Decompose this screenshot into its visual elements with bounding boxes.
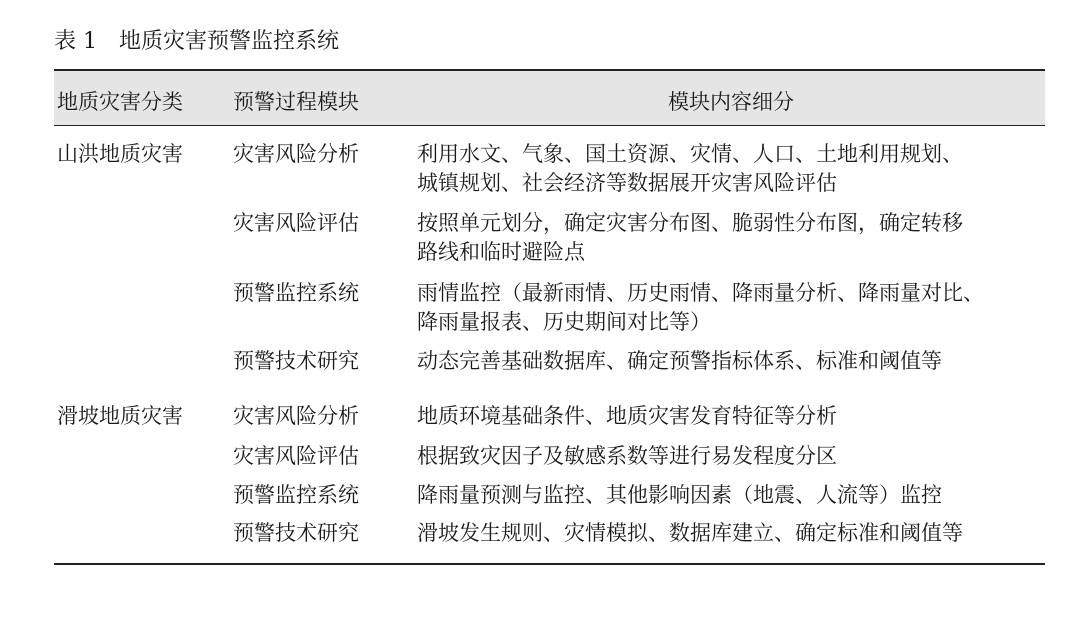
detail-flood-tech-research — [417, 347, 1045, 376]
module-landslide-risk-assessment: 灾害风险评估 — [233, 444, 359, 468]
warning-system-table — [54, 69, 1045, 126]
table-header — [54, 71, 1045, 125]
detail-line: 降雨量预测与监控、其他影响因素（地震、人流等）监控 — [417, 483, 942, 507]
module-flood-monitoring: 预警监控系统 — [233, 281, 359, 305]
detail-landslide-risk-analysis — [417, 402, 1045, 431]
detail-line: 地质环境基础条件、地质灾害发育特征等分析 — [417, 404, 837, 428]
header-category: 地质灾害分类 — [57, 90, 183, 114]
detail-landslide-risk-assessment — [417, 442, 1045, 471]
detail-flood-monitoring — [417, 279, 1045, 337]
detail-line: 滑坡发生规则、灾情模拟、数据库建立、确定标准和阈值等 — [417, 521, 963, 545]
table-title: 地质灾害预警监控系统 — [119, 29, 340, 54]
category-flood: 山洪地质灾害 — [57, 142, 183, 166]
module-flood-tech-research: 预警技术研究 — [233, 349, 359, 373]
module-landslide-tech-research: 预警技术研究 — [233, 521, 359, 545]
detail-line: 利用水文、气象、国土资源、灾情、人口、土地利用规划、 — [417, 142, 963, 166]
detail-line: 根据致灾因子及敏感系数等进行易发程度分区 — [417, 444, 837, 468]
module-flood-risk-assessment: 灾害风险评估 — [233, 211, 359, 235]
module-flood-risk-analysis: 灾害风险分析 — [233, 142, 359, 166]
table-number: 表 1 — [54, 29, 97, 54]
module-landslide-monitoring: 预警监控系统 — [233, 483, 359, 507]
detail-line: 动态完善基础数据库、确定预警指标体系、标准和阈值等 — [417, 349, 942, 373]
detail-line: 按照单元划分，确定灾害分布图、脆弱性分布图，确定转移 — [417, 211, 963, 235]
detail-line: 路线和临时避险点 — [417, 240, 585, 264]
table-caption — [54, 24, 339, 55]
detail-line: 雨情监控（最新雨情、历史雨情、降雨量分析、降雨量对比、 — [417, 281, 984, 305]
header-rule — [54, 125, 1045, 126]
detail-landslide-tech-research — [417, 519, 1045, 548]
header-detail: 模块内容细分 — [668, 90, 794, 114]
header-module: 预警过程模块 — [233, 90, 359, 114]
detail-flood-risk-analysis — [417, 140, 1045, 198]
module-landslide-risk-analysis: 灾害风险分析 — [233, 404, 359, 428]
bottom-rule — [54, 563, 1045, 565]
detail-flood-risk-assessment — [417, 209, 1045, 267]
detail-landslide-monitoring — [417, 481, 1045, 510]
detail-line: 城镇规划、社会经济等数据展开灾害风险评估 — [417, 171, 837, 195]
detail-line: 降雨量报表、历史期间对比等） — [417, 310, 711, 334]
category-landslide: 滑坡地质灾害 — [57, 404, 183, 428]
